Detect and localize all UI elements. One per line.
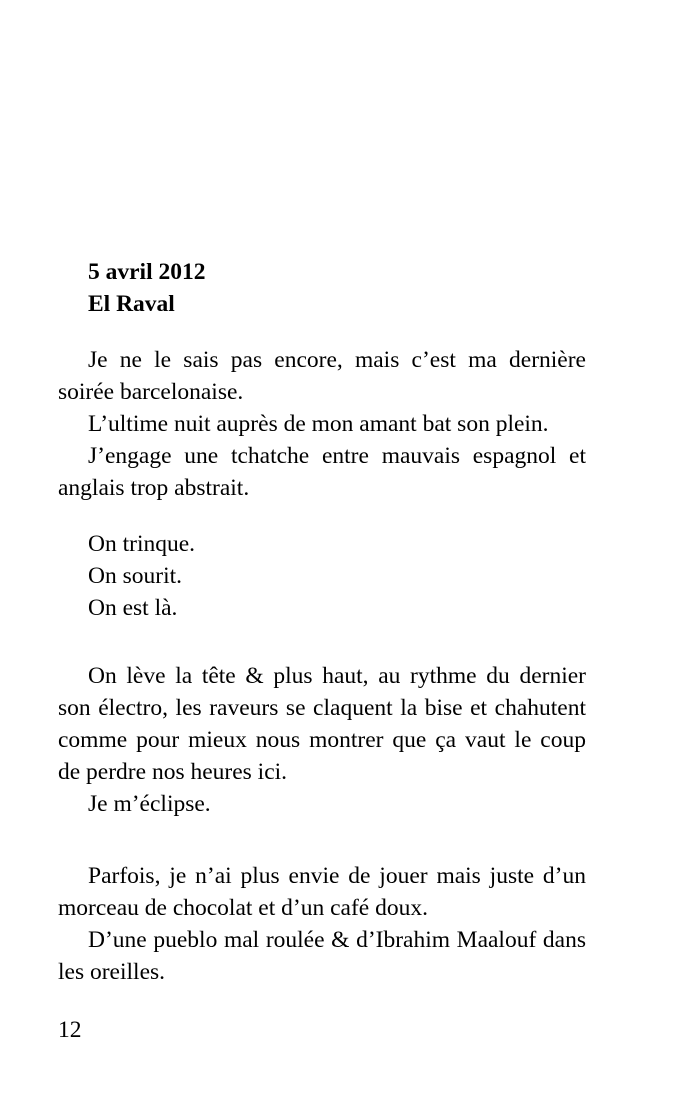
short-line: On est là. xyxy=(88,595,178,621)
spacer xyxy=(58,624,586,660)
page-body xyxy=(58,256,586,988)
paragraph: J’engage une tchatche entre mauvais espagnol et anglais trop abstrait. xyxy=(58,443,586,501)
spacer xyxy=(58,504,586,528)
paragraph: On lève la tête & plus haut, au rythme du dernier son électro, les raveurs se claquent la bise et chahutent comme pour mieux nous montrer que ça vaut le coup de perdre nos heures ici. xyxy=(58,663,586,785)
short-line: On trinque. xyxy=(88,531,196,557)
paragraph: Je ne le sais pas encore, mais c’est ma dernière soirée barcelonaise. xyxy=(58,347,586,405)
spacer xyxy=(58,820,586,860)
spacer xyxy=(58,320,586,344)
paragraph: Je m’éclipse. xyxy=(88,791,211,817)
paragraph: D’une pueblo mal roulée & d’Ibrahim Maalouf dans les oreilles. xyxy=(58,927,586,985)
paragraph: L’ultime nuit auprès de mon amant bat son plein. xyxy=(88,411,549,437)
entry-date: 5 avril 2012 xyxy=(88,259,206,285)
short-line: On sourit. xyxy=(88,563,182,589)
entry-place: El Raval xyxy=(88,291,175,317)
page-number: 12 xyxy=(58,1017,82,1043)
paragraph: Parfois, je n’ai plus envie de jouer mais juste d’un morceau de chocolat et d’un café doux. xyxy=(58,863,586,921)
